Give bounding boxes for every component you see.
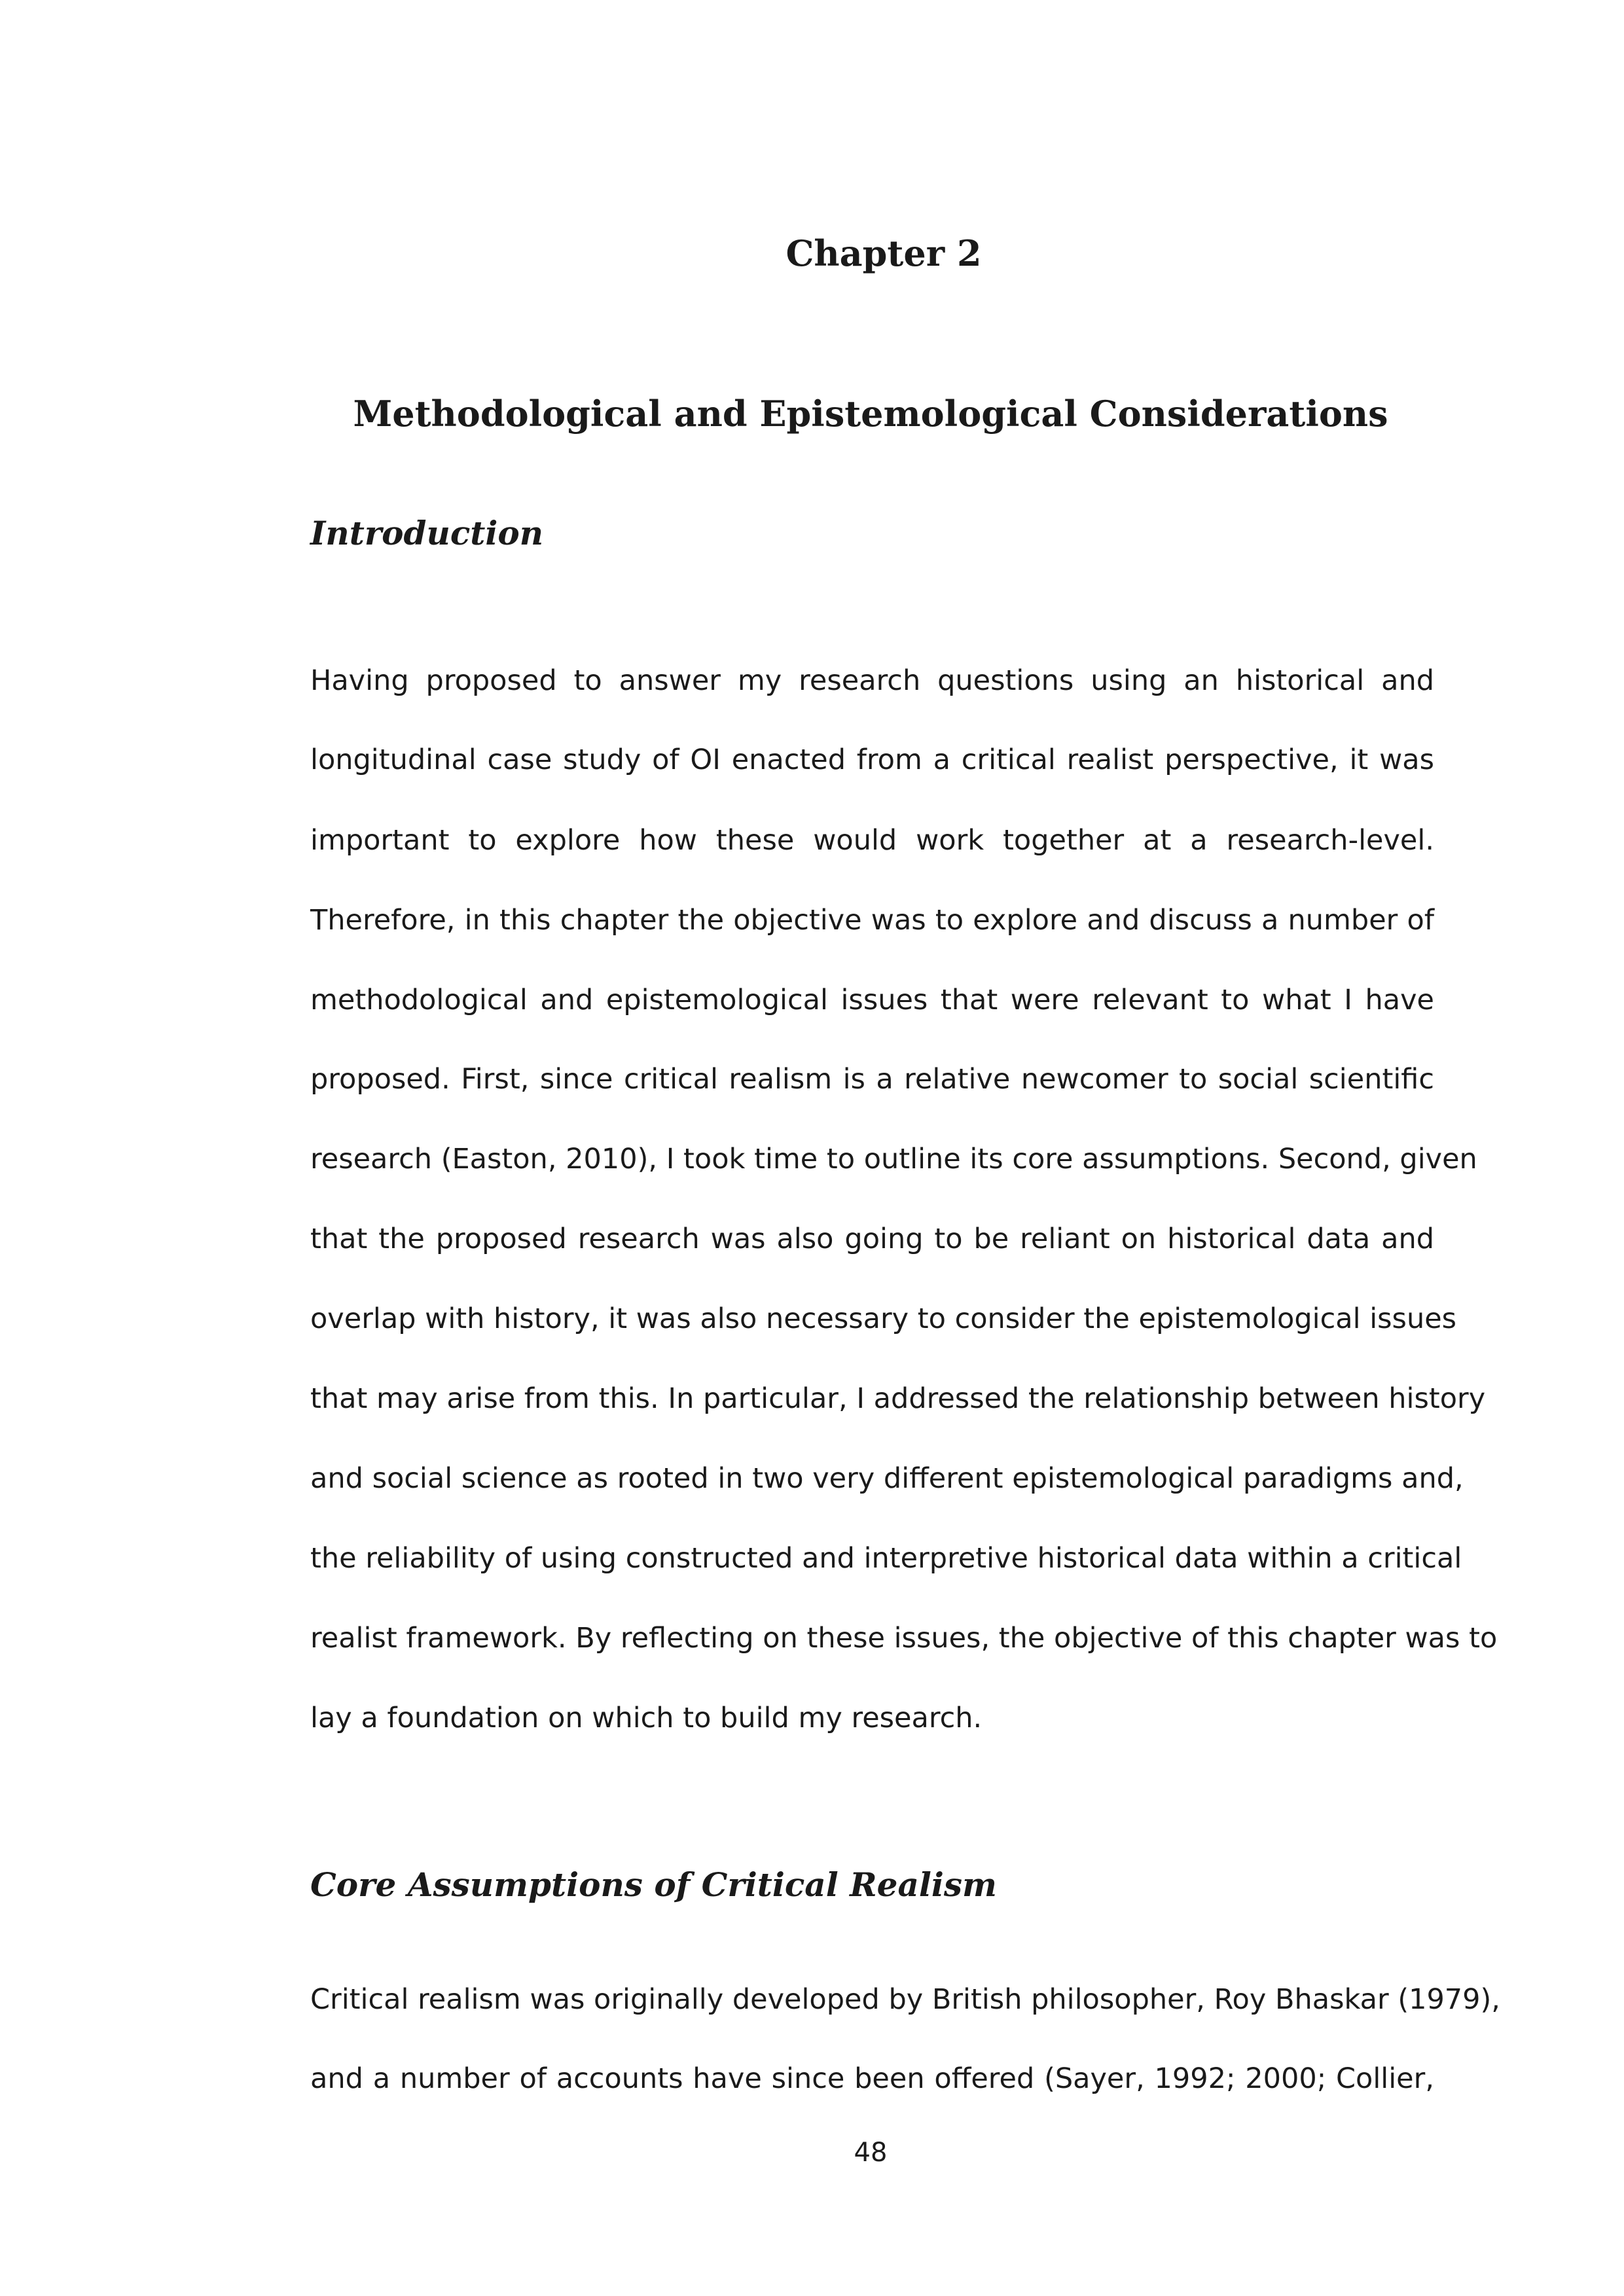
paragraph-line: methodological and epistemological issues that were relevant to what I have — [310, 984, 1434, 1016]
paragraph-line: that the proposed research was also going to be reliant on historical data and — [310, 1223, 1434, 1255]
paragraph-line: that may arise from this. In particular, I addressed the relationship between history — [310, 1382, 1486, 1415]
paragraph-line: and social science as rooted in two very different epistemological paradigms and, — [310, 1462, 1464, 1495]
paragraph-line: Having proposed to answer my research questions using an historical and — [310, 664, 1434, 697]
paragraph-line: and a number of accounts have since been offered (Sayer, 1992; 2000; Collier, — [310, 2062, 1434, 2095]
paragraph-line: realist framework. By reflecting on these issues, the objective of this chapter was to — [310, 1622, 1498, 1655]
paragraph-line: longitudinal case study of OI enacted from a critical realist perspective, it was — [310, 744, 1434, 776]
paragraph-line: Therefore, in this chapter the objective was to explore and discuss a number of — [310, 904, 1434, 937]
paragraph-line: the reliability of using constructed and interpretive historical data within a critical — [310, 1542, 1462, 1575]
paragraph-line: proposed. First, since critical realism is a relative newcomer to social scientific — [310, 1063, 1434, 1096]
paragraph-line: important to explore how these would work together at a research-level. — [310, 824, 1434, 857]
paragraph-line: research (Easton, 2010), I took time to outline its core assumptions. Second, given — [310, 1143, 1477, 1175]
chapter-label: Chapter 2 — [785, 232, 982, 274]
paragraph-line: Critical realism was originally developed by British philosopher, Roy Bhaskar (1979), — [310, 1983, 1500, 2016]
paragraph-line: lay a foundation on which to build my research. — [310, 1702, 983, 1734]
chapter-title: Methodological and Epistemological Considerations — [353, 393, 1388, 435]
paragraph-line: overlap with history, it was also necessary to consider the epistemological issues — [310, 1302, 1457, 1335]
page-number: 48 — [854, 2138, 888, 2168]
section-heading-introduction: Introduction — [310, 514, 544, 552]
section-heading-core-assumptions: Core Assumptions of Critical Realism — [310, 1865, 997, 1904]
